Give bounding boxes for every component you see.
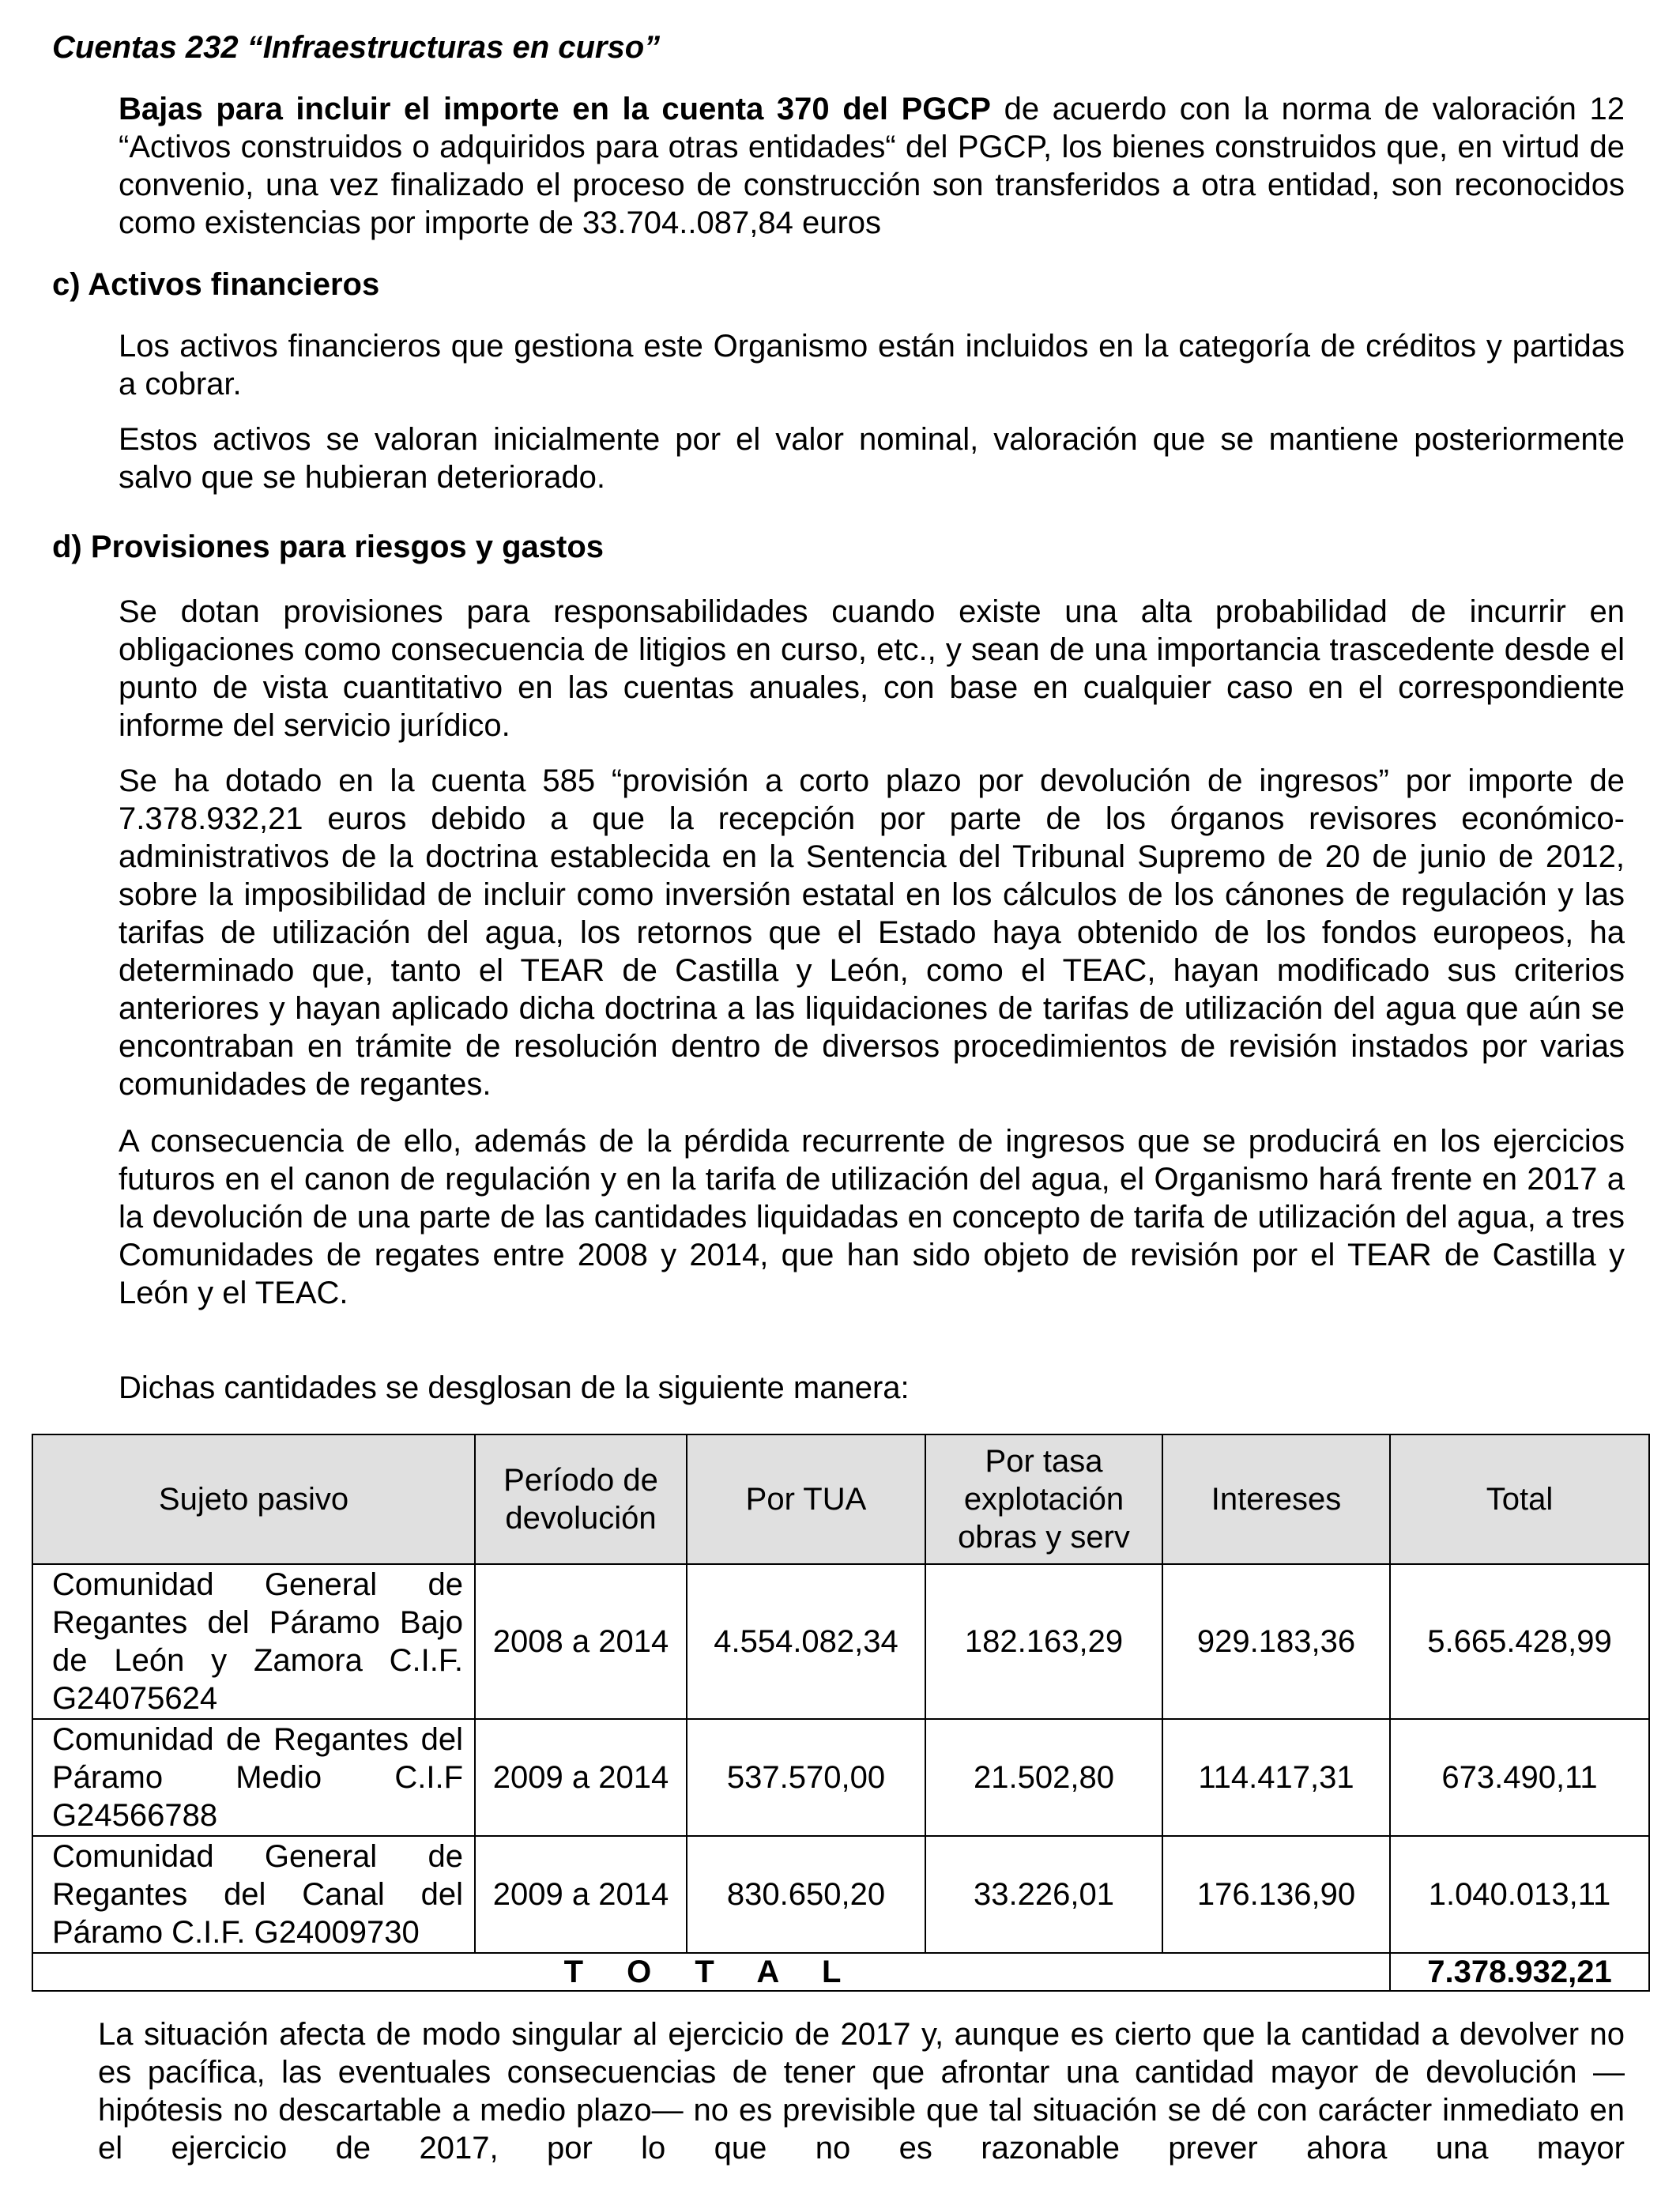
row-tasa: 182.163,29 <box>925 1564 1162 1719</box>
row-tua: 4.554.082,34 <box>687 1564 925 1719</box>
table-row <box>32 1719 1649 1836</box>
paragraph-bajas-text: de acuerdo con la norma de valoración 12 “Activos construidos o adquiridos para otras entidades“ del PGCP, los bienes construidos que, en virtud de convenio, una vez finalizado el proceso de construcción son transferidos a otra entidad, son reconocidos como existencias por importe de 33.704..087,84 euros <box>119 92 1625 240</box>
table-total-row <box>32 1953 1649 1991</box>
section-d-title: d) Provisiones para riesgos y gastos <box>52 530 605 564</box>
row-period: 2008 a 2014 <box>475 1564 687 1719</box>
row-intereses: 176.136,90 <box>1162 1836 1390 1953</box>
table-row <box>32 1836 1649 1953</box>
row-period: 2009 a 2014 <box>475 1836 687 1953</box>
row-subject: Comunidad General de Regantes del Canal del Páramo C.I.F. G24009730 <box>32 1836 475 1953</box>
heading-cuentas-232: Cuentas 232 “Infraestructuras en curso” <box>52 30 661 65</box>
table-row <box>32 1564 1649 1719</box>
row-tasa: 33.226,01 <box>925 1836 1162 1953</box>
total-value: 7.378.932,21 <box>1390 1953 1649 1991</box>
header-por-tua: Por TUA <box>687 1434 925 1564</box>
row-intereses: 114.417,31 <box>1162 1719 1390 1836</box>
closing-paragraph: La situación afecta de modo singular al ejercicio de 2017 y, aunque es cierto que la cantidad a devolver no es pacífica, las eventuales consecuencias de tener que afrontar una cantidad mayor de devolución —hipótesis no descartable a medio plazo— no es previsible que tal situación se dé con carácter inmediato en el ejercicio de 2017, por lo que no es razonable prever ahora una mayor <box>98 2017 1625 2166</box>
header-total: Total <box>1390 1434 1649 1564</box>
header-intereses: Intereses <box>1162 1434 1390 1564</box>
row-intereses: 929.183,36 <box>1162 1564 1390 1719</box>
section-d-paragraph-4: Dichas cantidades se desglosan de la siguiente manera: <box>119 1370 910 1405</box>
total-label: T O T A L <box>32 1953 1390 1991</box>
table-header-row <box>32 1434 1649 1564</box>
row-tasa: 21.502,80 <box>925 1719 1162 1836</box>
row-period: 2009 a 2014 <box>475 1719 687 1836</box>
section-c-paragraph-1: Los activos financieros que gestiona este Organismo están incluidos en la categoría de créditos y partidas a cobrar. <box>119 329 1625 401</box>
row-total: 673.490,11 <box>1390 1719 1649 1836</box>
section-d-paragraph-1: Se dotan provisiones para responsabilidades cuando existe una alta probabilidad de incurrir en obligaciones como consecuencia de litigios en curso, etc., y sean de una importancia trascedente desde el punto de vista cuantitativo en las cuentas anuales, con base en cualquier caso en el correspondiente informe del servicio jurídico. <box>119 594 1625 743</box>
paragraph-bajas <box>119 90 1625 242</box>
paragraph-bajas-bold: Bajas para incluir el importe en la cuenta 370 del PGCP <box>119 92 991 126</box>
row-tua: 537.570,00 <box>687 1719 925 1836</box>
row-total: 1.040.013,11 <box>1390 1836 1649 1953</box>
section-c-paragraph-2: Estos activos se valoran inicialmente por el valor nominal, valoración que se mantiene posteriormente salvo que se hubieran deteriorado. <box>119 422 1625 495</box>
header-periodo: Período de devolución <box>475 1434 687 1564</box>
header-por-tasa: Por tasa explotación obras y serv <box>925 1434 1162 1564</box>
row-tua: 830.650,20 <box>687 1836 925 1953</box>
devolution-table <box>32 1434 1650 1992</box>
section-d-paragraph-2: Se ha dotado en la cuenta 585 “provisión a corto plazo por devolución de ingresos” por importe de 7.378.932,21 euros debido a que la recepción por parte de los órganos revisores económico-administrativos de la doctrina establecida en la Sentencia del Tribunal Supremo de 20 de junio de 2012, sobre la imposibilidad de incluir como inversión estatal en los cálculos de los cánones de regulación y las tarifas de utilización del agua, los retornos que el Estado haya obtenido de los fondos europeos, ha determinado que, tanto el TEAR de Castilla y León, como el TEAC, hayan modificado sus criterios anteriores y hayan aplicado dicha doctrina a las liquidaciones de tarifas de utilización del agua que aún se encontraban en trámite de resolución dentro de diversos procedimientos de revisión instados por varias comunidades de regantes. <box>119 763 1625 1102</box>
row-subject: Comunidad de Regantes del Páramo Medio C.I.F G24566788 <box>32 1719 475 1836</box>
section-c-title: c) Activos financieros <box>52 267 380 302</box>
row-subject: Comunidad General de Regantes del Páramo Bajo de León y Zamora C.I.F. G24075624 <box>32 1564 475 1719</box>
section-d-paragraph-3: A consecuencia de ello, además de la pérdida recurrente de ingresos que se producirá en los ejercicios futuros en el canon de regulación y en la tarifa de utilización del agua, el Organismo hará frente en 2017 a la devolución de una parte de las cantidades liquidadas en concepto de tarifa de utilización del agua, a tres Comunidades de regates entre 2008 y 2014, que han sido objeto de revisión por el TEAR de Castilla y León y el TEAC. <box>119 1124 1625 1310</box>
row-total: 5.665.428,99 <box>1390 1564 1649 1719</box>
header-sujeto-pasivo: Sujeto pasivo <box>32 1434 475 1564</box>
